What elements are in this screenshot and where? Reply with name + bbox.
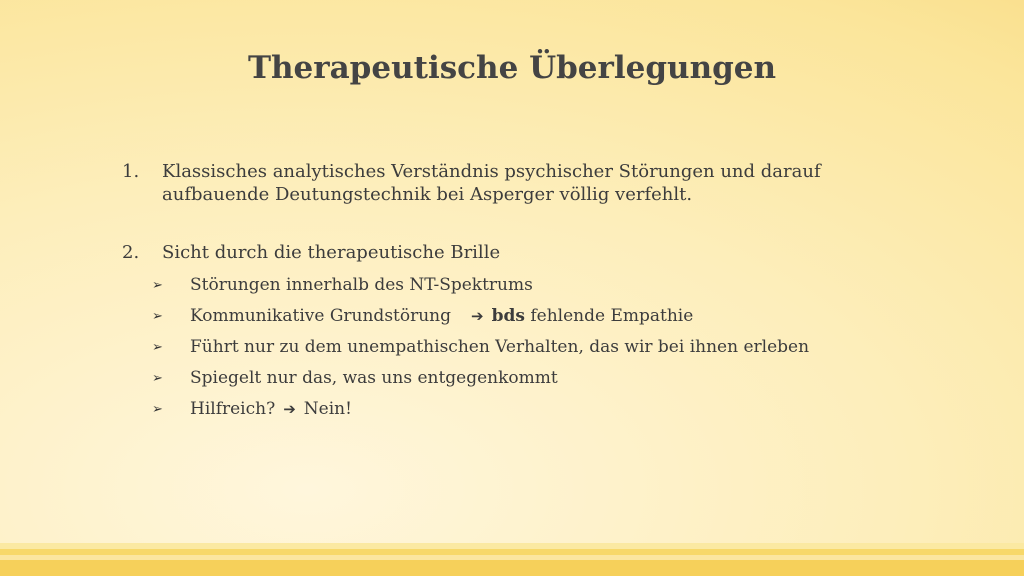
item-text: Sicht durch die therapeutische Brille: [162, 242, 501, 263]
arrow-bullet-icon: ➢: [152, 309, 163, 324]
bullet-list: [122, 270, 882, 425]
bullet-text: [190, 305, 693, 328]
bullet-text: Führt nur zu dem unempathischen Verhalten, das wir bei ihnen erleben: [190, 337, 810, 357]
item-number: 2.: [122, 242, 140, 263]
item-number: 1.: [122, 161, 140, 182]
bullet-text-post: Nein!: [303, 399, 352, 419]
item-text: Klassisches analytisches Verständnis psychischer Störungen und darauf aufbauende Deutungstechnik bei Asperger völlig verfehlt.: [162, 161, 821, 205]
arrow-right-icon: ➔: [283, 400, 296, 418]
numbered-item-1: [122, 160, 882, 206]
bullet-item-2: [152, 301, 882, 332]
arrow-right-icon: ➔: [471, 307, 484, 325]
bullet-item-1: [152, 270, 882, 301]
footer-decoration: [0, 543, 1024, 576]
numbered-item-2: [122, 241, 882, 264]
bullet-text: [190, 398, 352, 421]
bullet-text-bold: bds: [491, 306, 525, 326]
bullet-item-5: [152, 394, 882, 425]
footer-stripe: [0, 560, 1024, 576]
slide-title: Therapeutische Überlegungen: [247, 50, 777, 86]
slide-content: [122, 160, 882, 425]
bullet-text: Störungen innerhalb des NT-Spektrums: [190, 275, 533, 295]
arrow-bullet-icon: ➢: [152, 402, 163, 417]
bullet-text-pre: Hilfreich?: [190, 399, 276, 419]
bullet-text: Spiegelt nur das, was uns entgegenkommt: [190, 368, 558, 388]
arrow-bullet-icon: ➢: [152, 371, 163, 386]
arrow-bullet-icon: ➢: [152, 278, 163, 293]
bullet-item-4: [152, 363, 882, 394]
bullet-text-pre: Kommunikative Grundstörung: [190, 306, 452, 326]
bullet-text-post: fehlende Empathie: [524, 306, 694, 326]
arrow-bullet-icon: ➢: [152, 340, 163, 355]
bullet-item-3: [152, 332, 882, 363]
